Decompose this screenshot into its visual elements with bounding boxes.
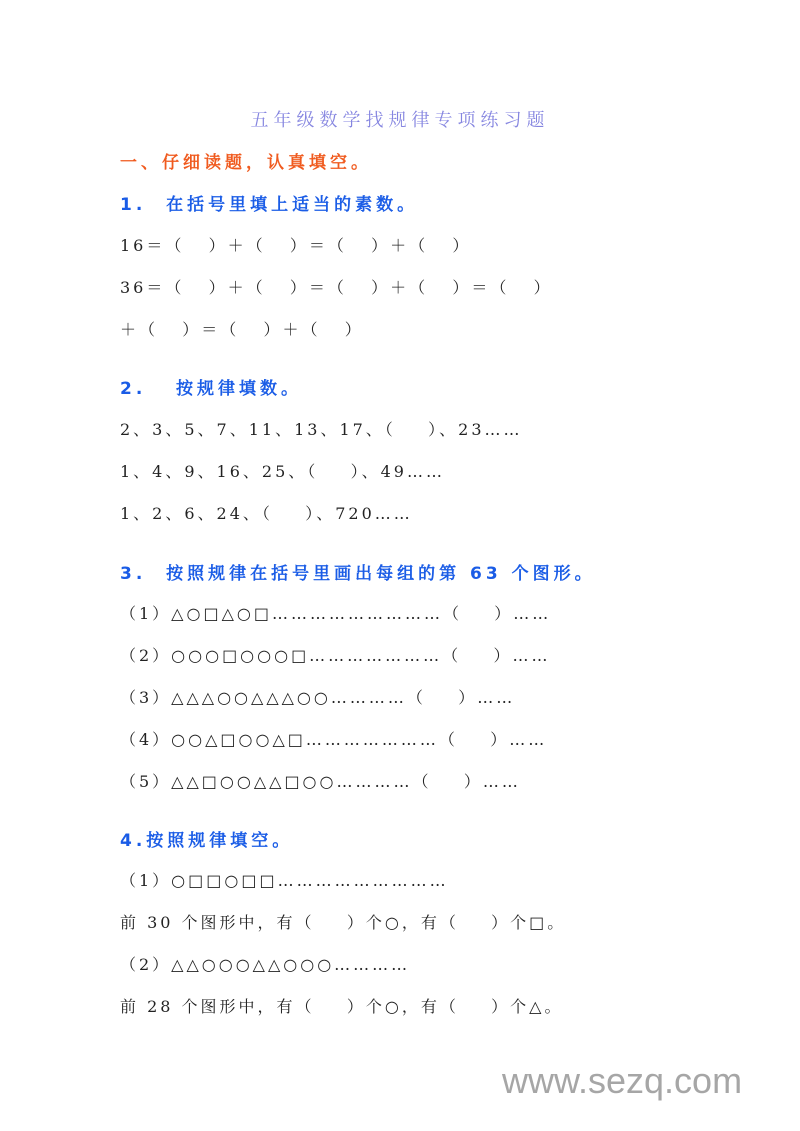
question-4-heading: 4.按照规律填空。 — [120, 831, 294, 851]
question-1-line: 16＝（ ）＋（ ）＝（ ）＋（ ） — [120, 236, 472, 255]
question-3-heading: 3. 按照规律在括号里画出每组的第 63 个图形。 — [120, 564, 596, 584]
watermark: www.sezq.com — [502, 1060, 743, 1101]
question-3-line: （2）○○○□○○○□…………………（ ）…… — [120, 646, 551, 665]
question-2-line: 1、4、9、16、25、（ ）、49…… — [120, 462, 445, 481]
page-title: 五年级数学找规律专项练习题 — [250, 110, 550, 131]
question-4-line: （1）○□□○□□……………………… — [120, 871, 449, 890]
question-3-line: （1）△○□△○□………………………（ ）…… — [120, 604, 552, 623]
section-heading: 一、仔细读题，认真填空。 — [120, 153, 372, 173]
question-3-line: （5）△△□○○△△□○○…………（ ）…… — [120, 772, 521, 791]
question-3-line: （3）△△△○○△△△○○…………（ ）…… — [120, 688, 516, 707]
question-3-line: （4）○○△□○○△□…………………（ ）…… — [120, 730, 548, 749]
question-1-line: ＋（ ）＝（ ）＋（ ） — [120, 320, 364, 339]
question-2-line: 2、3、5、7、11、13、17、（ ）、23…… — [120, 420, 523, 439]
question-4-line: 前 28 个图形中，有（ ）个○，有（ ）个△。 — [120, 997, 564, 1016]
question-2-line: 1、2、6、24、（ ）、720…… — [120, 504, 413, 523]
question-4-line: （2）△△○○○△△○○○………… — [120, 955, 411, 974]
question-4-line: 前 30 个图形中，有（ ）个○，有（ ）个□。 — [120, 913, 567, 932]
question-1-line: 36＝（ ）＋（ ）＝（ ）＋（ ）＝（ ） — [120, 278, 553, 297]
question-2-heading: 2. 按规律填数。 — [120, 379, 303, 399]
question-1-heading: 1. 在括号里填上适当的素数。 — [120, 195, 419, 215]
